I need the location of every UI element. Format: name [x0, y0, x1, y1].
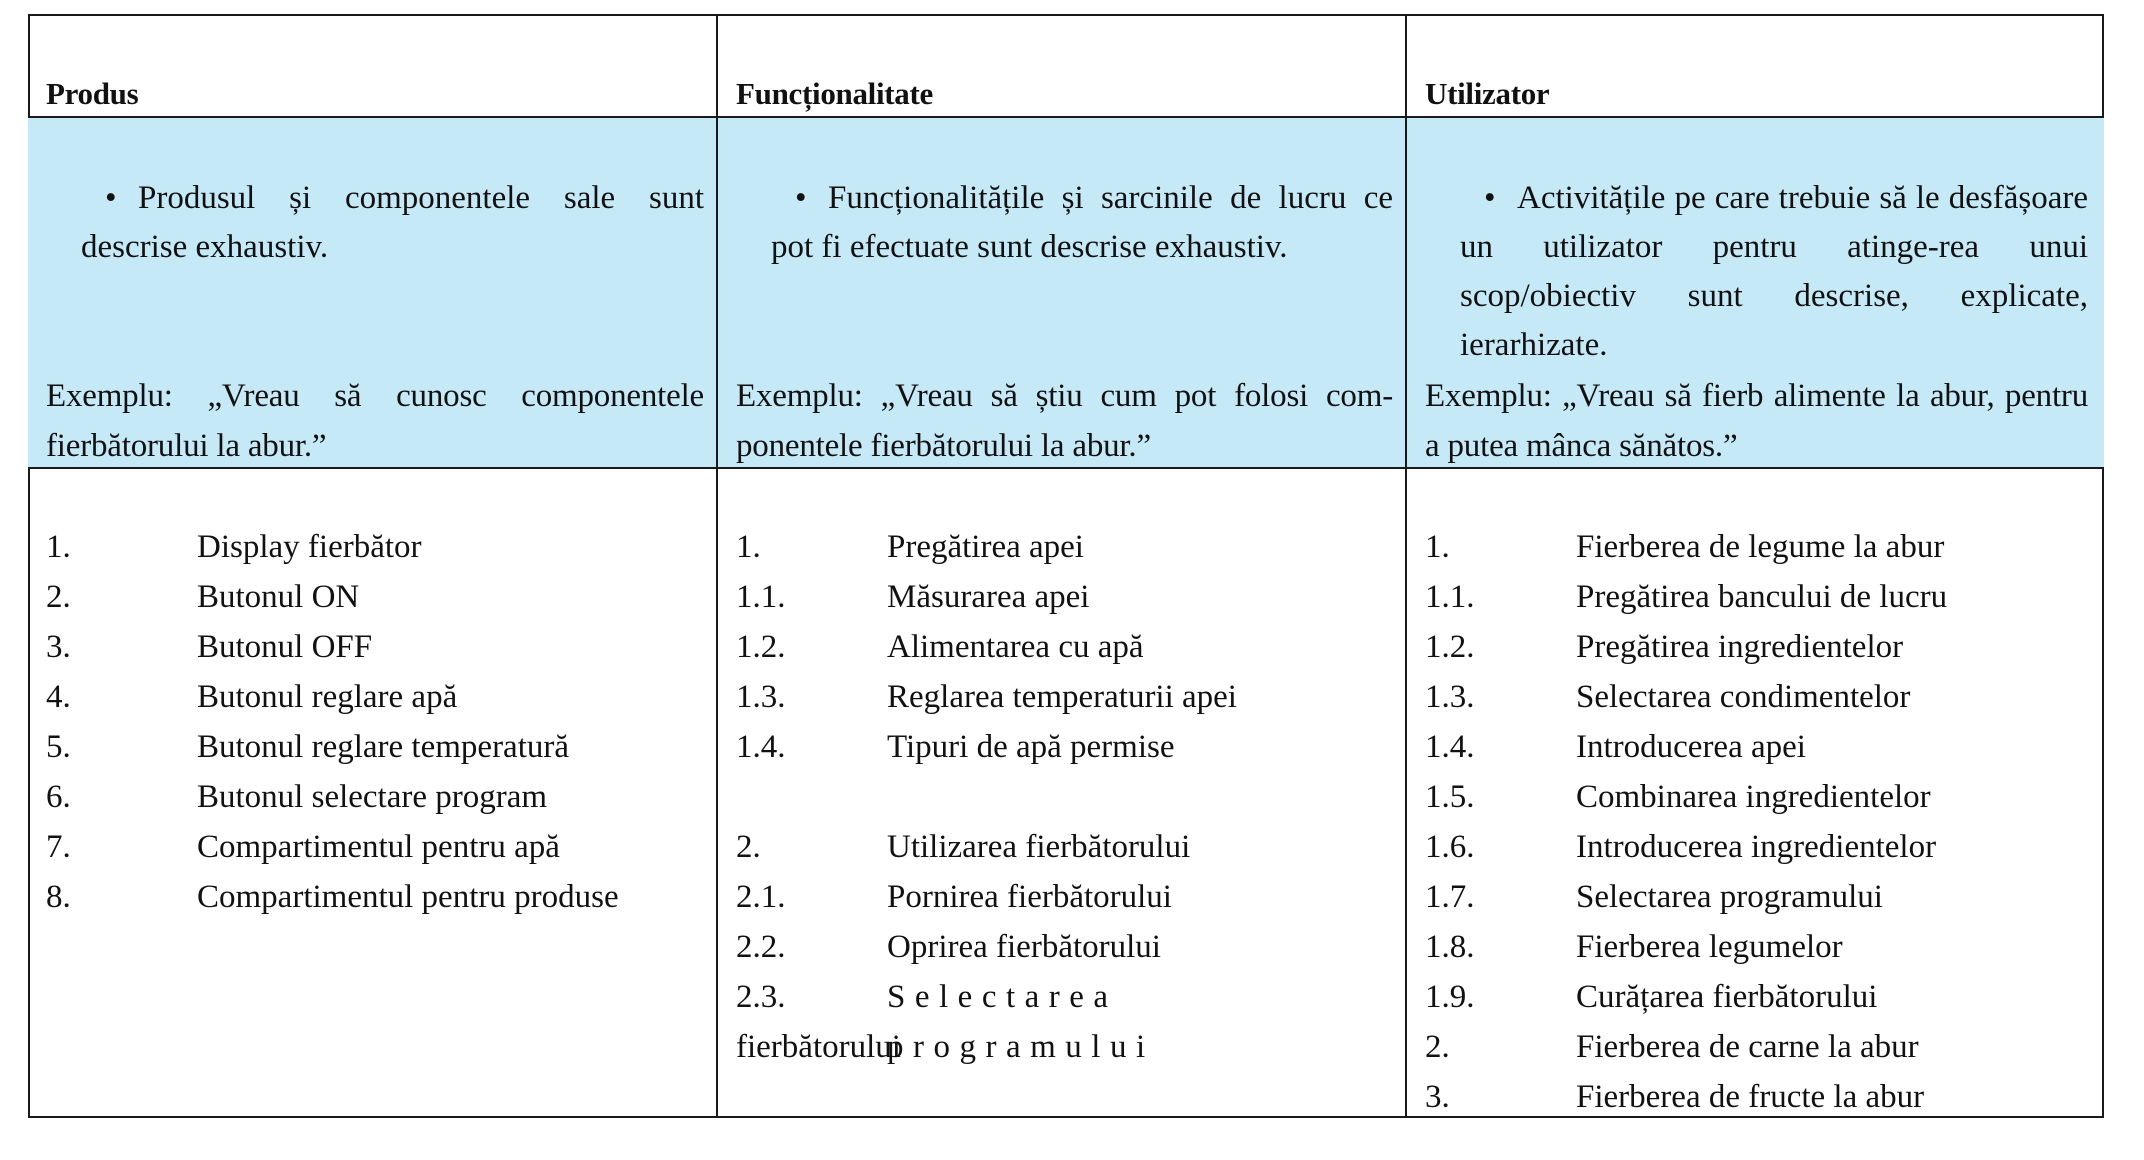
- column-description: [81, 174, 704, 272]
- item-label: Introducerea apei: [1576, 729, 1806, 765]
- list-item: [1425, 772, 2088, 822]
- item-number: 1.3.: [736, 679, 786, 715]
- column-header: Utilizator: [1425, 76, 1550, 111]
- item-label: Reglarea temperaturii apei: [887, 679, 1237, 715]
- description-text: Produsul și componentele sale sunt descrise exhaustiv.: [81, 180, 704, 265]
- item-number: 2.: [1425, 1029, 1450, 1065]
- list-item: [46, 572, 704, 622]
- list-item: [736, 572, 1393, 622]
- item-number: 2.1.: [736, 879, 786, 915]
- item-label: Butonul ON: [197, 579, 360, 615]
- item-label: Măsurarea apei: [887, 579, 1090, 615]
- item-number: 1.9.: [1425, 979, 1475, 1015]
- bullet-icon: •: [1484, 180, 1496, 216]
- item-number: 2.: [46, 579, 71, 615]
- list-item: [736, 822, 1393, 872]
- list-item: [46, 622, 704, 672]
- item-number: 1.6.: [1425, 829, 1475, 865]
- item-label: Selectarea condimentelor: [1576, 679, 1911, 715]
- item-label: Butonul reglare temperatură: [197, 729, 570, 765]
- item-number: 1.: [46, 529, 71, 565]
- item-label: Display fierbător: [197, 529, 422, 565]
- list-item: [1425, 1072, 2088, 1122]
- list-item: [1425, 822, 2088, 872]
- item-label: Butonul OFF: [197, 629, 373, 665]
- item-label-continuation: fierbătorului: [736, 1029, 901, 1065]
- item-label: Compartimentul pentru apă: [197, 829, 560, 865]
- list-item: [46, 522, 704, 572]
- item-label: Fierberea legumelor: [1576, 929, 1843, 965]
- item-label: Pregătirea apei: [887, 529, 1084, 565]
- item-number: 7.: [46, 829, 71, 865]
- item-number: 1.4.: [1425, 729, 1475, 765]
- item-number: 4.: [46, 679, 71, 715]
- item-number: 5.: [46, 729, 71, 765]
- item-number: 2.: [736, 829, 761, 865]
- item-number: 3.: [1425, 1079, 1450, 1115]
- item-number: 8.: [46, 879, 71, 915]
- list-item: [1425, 972, 2088, 1022]
- column-utilizator: [1409, 14, 2102, 1118]
- item-number: 1.1.: [736, 579, 786, 615]
- item-list: [46, 522, 704, 922]
- column-header: Produs: [46, 76, 139, 111]
- list-item: [736, 722, 1393, 772]
- item-number: 1.4.: [736, 729, 786, 765]
- item-label: Pregătirea ingredientelor: [1576, 629, 1904, 665]
- list-item: [46, 872, 704, 922]
- item-label: Pregătirea bancului de lucru: [1576, 579, 1948, 615]
- item-label: Selectarea programului: [1576, 879, 1883, 915]
- item-number: 6.: [46, 779, 71, 815]
- item-label: Butonul reglare apă: [197, 679, 458, 715]
- bullet-icon: •: [795, 180, 807, 216]
- item-number: 1.7.: [1425, 879, 1475, 915]
- list-item: [1425, 672, 2088, 722]
- item-number: 1.3.: [1425, 679, 1475, 715]
- column-header: Funcționalitate: [736, 76, 933, 111]
- item-list: [736, 522, 1393, 1072]
- item-label: Butonul selectare program: [197, 779, 548, 815]
- item-label: Selectarea programului: [887, 979, 1155, 1065]
- item-label: Tipuri de apă permise: [887, 729, 1175, 765]
- item-number: 1.5.: [1425, 779, 1475, 815]
- list-item: [46, 822, 704, 872]
- column-example: Exemplu: „Vreau să fierb alimente la abur, pentru a putea mânca sănătos.”: [1425, 378, 2088, 464]
- list-item: [1425, 922, 2088, 972]
- item-number: 1.: [736, 529, 761, 565]
- item-label: Utilizarea fierbătorului: [887, 829, 1191, 865]
- bullet-icon: •: [105, 180, 117, 216]
- list-item: [46, 672, 704, 722]
- item-label: Introducerea ingredientelor: [1576, 829, 1937, 865]
- list-item: [736, 972, 1393, 1072]
- column-functionalitate: [720, 14, 1407, 1118]
- list-item: [1425, 572, 2088, 622]
- list-spacer: [736, 772, 1393, 822]
- list-item: [736, 672, 1393, 722]
- item-label: Fierberea de legume la abur: [1576, 529, 1945, 565]
- item-number: 2.2.: [736, 929, 786, 965]
- item-label: Combinarea ingredientelor: [1576, 779, 1931, 815]
- item-label: Curățarea fierbătorului: [1576, 979, 1878, 1015]
- column-example: Exemplu: „Vreau să știu cum pot folosi com-ponentele fierbătorului la abur.”: [736, 378, 1393, 464]
- list-item: [1425, 722, 2088, 772]
- description-text: Activitățile pe care trebuie să le desfășoare un utilizator pentru atinge-rea unui scop/obiectiv sunt descrise, explicate, ierarhizate.: [1460, 180, 2088, 363]
- list-item: [736, 522, 1393, 572]
- list-item: [736, 872, 1393, 922]
- item-label: Compartimentul pentru produse: [197, 879, 619, 915]
- list-item: [1425, 522, 2088, 572]
- column-produs: [30, 14, 718, 1118]
- item-list: [1425, 522, 2088, 1122]
- column-example: Exemplu: „Vreau să cunosc componentele fierbătorului la abur.”: [46, 378, 704, 464]
- column-description: [1460, 174, 2088, 370]
- list-item: [736, 622, 1393, 672]
- list-item: [46, 772, 704, 822]
- column-description: [771, 174, 1393, 272]
- item-label: Fierberea de carne la abur: [1576, 1029, 1919, 1065]
- item-number: 1.2.: [736, 629, 786, 665]
- list-item: [46, 722, 704, 772]
- item-label: Fierberea de fructe la abur: [1576, 1079, 1925, 1115]
- item-label: Pornirea fierbătorului: [887, 879, 1172, 915]
- item-number: 1.2.: [1425, 629, 1475, 665]
- list-item: [1425, 1022, 2088, 1072]
- item-number: 3.: [46, 629, 71, 665]
- item-label: Oprirea fierbătorului: [887, 929, 1161, 965]
- list-item: [1425, 872, 2088, 922]
- item-number: 2.3.: [736, 979, 786, 1015]
- description-text: Funcționalitățile și sarcinile de lucru ce pot fi efectuate sunt descrise exhaustiv.: [771, 180, 1393, 265]
- list-item: [736, 922, 1393, 972]
- item-number: 1.1.: [1425, 579, 1475, 615]
- list-item: [1425, 622, 2088, 672]
- item-number: 1.8.: [1425, 929, 1475, 965]
- item-label: Alimentarea cu apă: [887, 629, 1144, 665]
- item-number: 1.: [1425, 529, 1450, 565]
